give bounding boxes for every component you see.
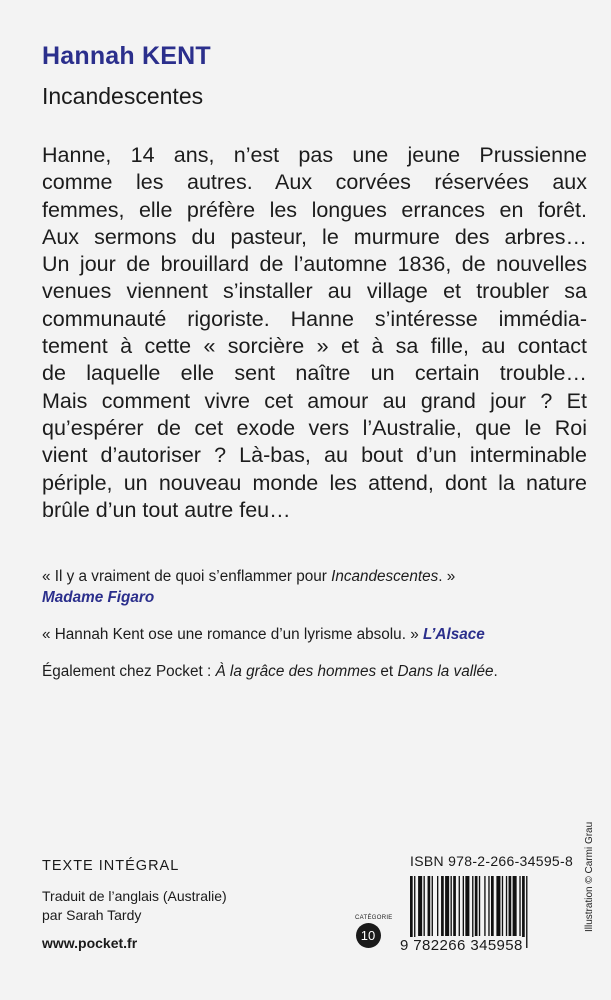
blurb-line: vient d’autoriser ? Là-bas, au bout d’un interminable bbox=[42, 443, 587, 468]
blurb-line: Aux sermons du pasteur, le murmure des arbres… bbox=[42, 224, 587, 249]
also-book-1: À la grâce des hommes bbox=[215, 663, 377, 680]
blurb-line: femmes, elle préfère les longues errances en forêt. bbox=[42, 197, 587, 222]
press-quote-2 bbox=[42, 624, 587, 645]
quote-text: « Hannah Kent ose une romance d’un lyrisme absolu. » bbox=[42, 626, 423, 643]
blurb-line: brûle d’un tout autre feu… bbox=[42, 497, 291, 522]
blurb-line: qu’espérer de cet exode vers l’Australie, que le Roi bbox=[42, 415, 587, 440]
illustration-credit: Illustration © Carmi Grau bbox=[584, 821, 595, 932]
author-name: Hannah KENT bbox=[42, 42, 211, 70]
blurb-line: de laquelle elle sent naître un certain trouble… bbox=[42, 361, 587, 386]
translation-credit bbox=[42, 887, 227, 925]
translation-line-2: par Sarah Tardy bbox=[42, 907, 142, 923]
category-badge: 10 bbox=[356, 923, 381, 948]
quote-title: Incandescentes bbox=[331, 568, 439, 585]
press-quote-1-text bbox=[42, 566, 587, 587]
also-line bbox=[42, 661, 587, 682]
isbn-number: ISBN 978-2-266-34595-8 bbox=[410, 853, 574, 869]
translation-line-1: Traduit de l’anglais (Australie) bbox=[42, 888, 227, 904]
blurb-line: venues viennent s’installer au village et troubler sa bbox=[42, 279, 587, 304]
website-link[interactable]: www.pocket.fr bbox=[42, 935, 138, 951]
blurb-line: communauté rigoriste. Hanne s’intéresse immédia- bbox=[42, 306, 587, 331]
also-connector: et bbox=[376, 663, 398, 680]
blurb-line: tement à cette « sorcière » et à sa fille, au contact bbox=[42, 334, 587, 359]
integral-text-label: TEXTE INTÉGRAL bbox=[42, 858, 180, 874]
book-title: Incandescentes bbox=[42, 83, 204, 109]
press-quote-2-text bbox=[42, 624, 587, 645]
blurb bbox=[42, 142, 587, 524]
barcode-digits: 9 782266 345958 bbox=[400, 937, 523, 954]
quote-close: . » bbox=[438, 568, 456, 585]
category-marker bbox=[355, 915, 393, 948]
blurb-line: Un jour de brouillard de l’automne 1836, de nouvelles bbox=[42, 252, 587, 277]
also-book-2: Dans la vallée bbox=[397, 663, 494, 680]
blurb-line: comme les autres. Aux corvées réservées aux bbox=[42, 170, 587, 195]
press-quotes bbox=[42, 566, 587, 682]
also-suffix: . bbox=[493, 663, 498, 680]
also-prefix: Également chez Pocket : bbox=[42, 663, 216, 680]
blurb-line: Hanne, 14 ans, n’est pas une jeune Prussienne bbox=[42, 143, 587, 167]
press-quote-1 bbox=[42, 566, 587, 608]
press-quote-1-source: Madame Figaro bbox=[42, 589, 155, 606]
press-quote-2-source: L’Alsace bbox=[422, 626, 485, 643]
blurb-line: Mais comment vivre cet amour au grand jour ? Et bbox=[42, 388, 587, 413]
category-label: CATÉGORIE bbox=[355, 915, 393, 921]
blurb-line: périple, un nouveau monde les attend, dont la nature bbox=[42, 470, 587, 495]
quote-text: « Il y a vraiment de quoi s’enflammer pour bbox=[42, 568, 332, 585]
also-at-pocket bbox=[42, 661, 587, 682]
